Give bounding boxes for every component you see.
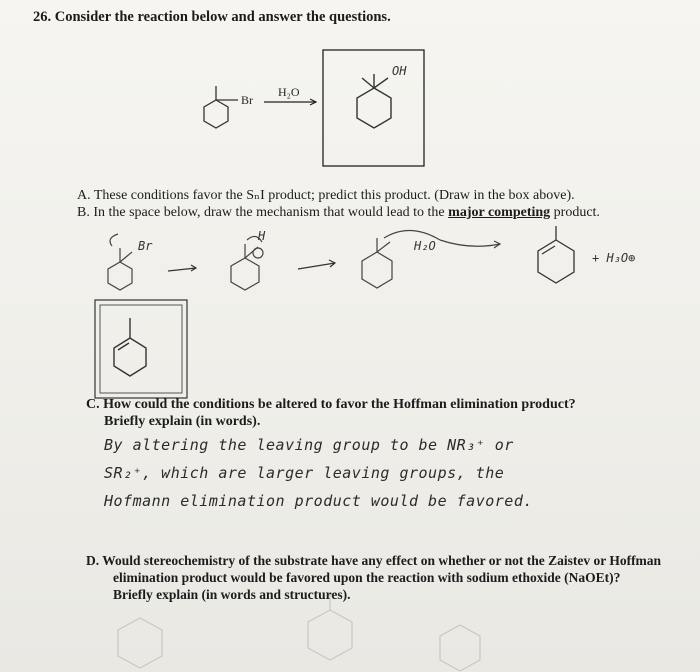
part-a-text: A. These conditions favor the SₙI product; predict this product. (Draw in the box above).	[77, 188, 575, 203]
part-c-line2: Briefly explain (in words).	[104, 414, 261, 429]
answer-c-line1: By altering the leaving group to be NR₃⁺ or	[104, 436, 514, 454]
part-b-after: product.	[550, 205, 600, 220]
mech-h-label: H	[258, 229, 266, 243]
hydronium-label: + H₃O⊕	[592, 251, 636, 265]
mech-br-label: Br	[138, 239, 153, 253]
faint-structures-part-d	[118, 592, 480, 671]
part-d-line3: Briefly explain (in words and structures).	[113, 587, 351, 602]
part-b-emphasis: major competing	[448, 205, 551, 220]
product-oh-label: OH	[392, 64, 407, 78]
answer-c-line2: SR₂⁺, which are larger leaving groups, the	[104, 464, 505, 482]
hofmann-product-box	[95, 300, 187, 398]
part-c-line1: C. How could the conditions be altered to favor the Hoffman elimination product?	[86, 397, 576, 412]
mech-arrow-2	[298, 260, 335, 269]
leaving-group-label: Br	[241, 93, 253, 107]
product-answer-box	[323, 50, 424, 166]
answer-c-line3: Hofmann elimination product would be favored.	[104, 492, 533, 510]
reaction-arrow	[264, 99, 316, 105]
mech-water-label: H₂O	[414, 239, 436, 253]
sn1-product-structure	[357, 74, 391, 128]
reactant-structure	[204, 86, 238, 128]
mechanism-step2	[231, 236, 263, 290]
part-b-text	[77, 205, 600, 221]
hofmann-product-structure	[114, 318, 146, 376]
part-d-line2: elimination product would be favored upon the reaction with sodium ethoxide (NaOEt)?	[113, 570, 621, 585]
question-title: 26. Consider the reaction below and answer the questions.	[33, 9, 391, 25]
zaitsev-alkene-product	[538, 226, 574, 283]
part-d-line1: D. Would stereochemistry of the substrate have any effect on whether or not the Zaistev or Hoffman	[86, 553, 662, 568]
mech-arrow-1	[168, 265, 196, 271]
part-b-before: B. In the space below, draw the mechanism that would lead to the	[77, 205, 449, 220]
mechanism-step1	[108, 234, 132, 290]
reagent-label: H₂O	[278, 85, 300, 99]
